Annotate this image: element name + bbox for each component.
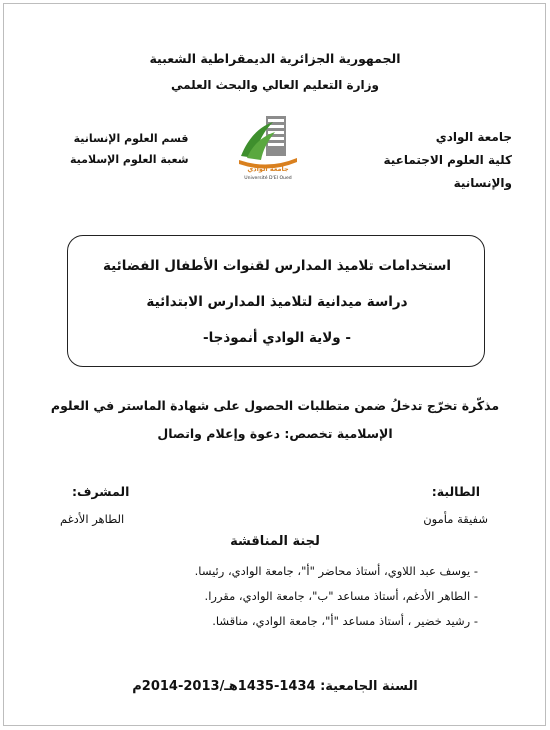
- student-name: شفيقة مأمون: [423, 512, 488, 526]
- academic-year-value: 1434-1435هـ/2013-2014م: [132, 679, 316, 694]
- committee-member: - يوسف عبد اللاوي، أستاذ محاضر "أ"، جامعة الوادي، رئيسا.: [194, 564, 478, 578]
- department-name: قسم العلوم الإنسانية: [73, 132, 189, 145]
- supervisor-name: الطاهر الأدغم: [60, 512, 125, 526]
- academic-year: [0, 679, 550, 694]
- supervisor-label: المشرف:: [72, 484, 130, 499]
- title-line3: - ولاية الوادي أنموذجا-: [202, 330, 352, 346]
- thesis-title-box: [67, 235, 485, 367]
- branch-name: شعبة العلوم الإسلامية: [70, 153, 189, 166]
- ministry-name: وزارة التعليم العالي والبحث العلمي: [170, 78, 380, 92]
- logo-arabic-text: جامعة الوادي: [247, 165, 289, 173]
- university-name: جامعة الوادي: [435, 130, 512, 144]
- faculty-line2: والإنسانية: [453, 176, 512, 190]
- department-block: [70, 128, 189, 170]
- thesis-note-line1: مذكّرة تخرّج تدخلُ ضمن متطلبات الحصول على شهادة الماستر في العلوم: [50, 398, 500, 413]
- student-label: الطالبة:: [431, 484, 480, 499]
- faculty-line1: كلية العلوم الاجتماعية: [383, 153, 512, 167]
- university-logo-icon: [233, 112, 303, 182]
- committee-member: - رشيد خضير ، أستاذ مساعد "أ"، جامعة الوادي، مناقشا.: [212, 614, 478, 628]
- university-block: [383, 126, 512, 195]
- title-line1: استخدامات تلاميذ المدارس لقنوات الأطفال الفضائية: [102, 258, 452, 274]
- country-name: الجمهورية الجزائرية الديمقراطية الشعبية: [149, 51, 401, 66]
- thesis-note-line2: الإسلامية تخصص: دعوة وإعلام واتصال: [157, 426, 393, 441]
- title-line2: دراسة ميدانية لتلاميذ المدارس الابتدائية: [146, 294, 408, 310]
- committee-title: لجنة المناقشة: [230, 534, 320, 549]
- committee-member: - الطاهر الأدغم، أستاذ مساعد "ب"، جامعة الوادي، مقررا.: [204, 589, 478, 603]
- academic-year-label: السنة الجامعية:: [320, 679, 418, 694]
- logo-latin-text: Université D'El Oued: [244, 176, 292, 181]
